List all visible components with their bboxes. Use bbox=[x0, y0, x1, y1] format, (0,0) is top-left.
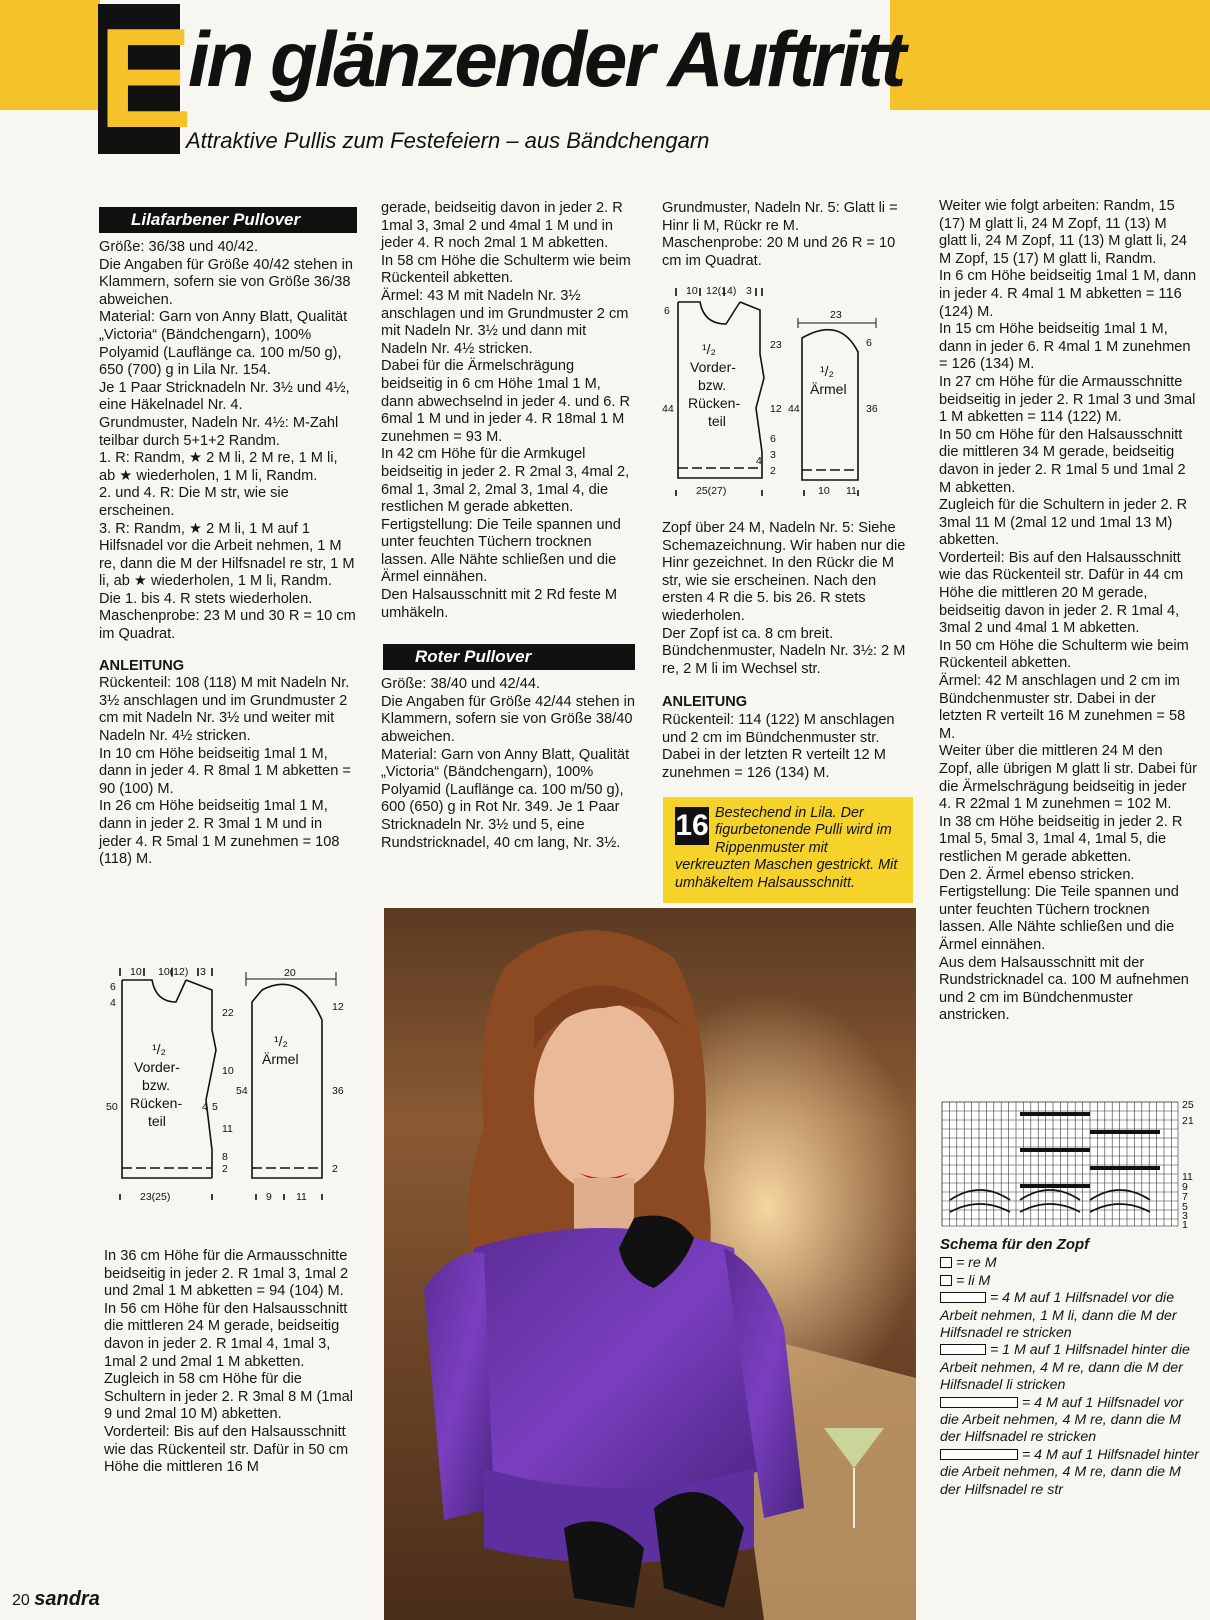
text: Rückenteil: 114 (122) M anschlagen und 2 cm im Bündchenmuster str. Dabei in der letzten R verteilt 12 M zunehmen = 126 (134) M. bbox=[662, 711, 895, 781]
text: Ärmel: 43 M mit Nadeln Nr. 3½ anschlagen und im Grundmuster 2 cm mit Nadeln Nr. 3½ und dann mit Nadeln Nr. 4½ stricken. bbox=[381, 287, 629, 357]
dim-label: 11 bbox=[222, 1123, 233, 1135]
text: Fertigstellung: Die Teile spannen und unter feuchten Tüchern trocknen lassen. Alle Nähte schließen und die Ärmel einnähen. bbox=[381, 516, 621, 586]
text: Größe: 36/38 und 40/42. bbox=[99, 239, 259, 255]
section-bar-rot: Roter Pullover bbox=[383, 644, 635, 670]
text: Zugleich für die Schultern in jeder 2. R 3mal 11 M (2mal 12 und 1mal 13 M) abketten. bbox=[939, 497, 1188, 549]
dim-label: 23 bbox=[830, 309, 842, 321]
dim-label: 11 bbox=[296, 1191, 307, 1203]
text: Der Zopf ist ca. 8 cm breit. bbox=[662, 625, 834, 642]
column-1-top bbox=[99, 207, 357, 869]
dim-label: 23 bbox=[770, 339, 782, 351]
cable-back-icon bbox=[940, 1344, 986, 1355]
text: Fertigstellung: Die Teile spannen und unter feuchten Tüchern trocknen lassen. Alle Nähte schließen und die Ärmel einnähen. bbox=[939, 884, 1179, 953]
piece-label: bzw. bbox=[142, 1077, 171, 1093]
legend-item: = 4 M auf 1 Hilfsnadel vor die Arbeit nehmen, 1 M li, dann die M der Hilfsnadel re stricken bbox=[940, 1290, 1177, 1342]
row-label: 5 bbox=[1182, 1201, 1188, 1213]
subheading: ANLEITUNG bbox=[99, 657, 185, 674]
text: Dabei für die Ärmelschrägung beidseitig in 6 cm Höhe 1mal 1 M, dann abwechselnd in jeder 4. und 6. R 6mal 1 M und in jeder 4. R 18mal 1 M zunehmen = 93 M. bbox=[381, 358, 631, 445]
dim-label: 6 bbox=[110, 981, 116, 993]
page-footer bbox=[12, 1588, 100, 1611]
piece-label: Vorder- bbox=[690, 359, 736, 375]
text: Rückenteil: 108 (118) M mit Nadeln Nr. 3½ anschlagen und im Grundmuster 2 cm mit Nadeln Nr. 3½ und weiter mit Nadeln Nr. 4½ stricken. bbox=[99, 675, 350, 745]
dim-label: 3 bbox=[770, 449, 776, 461]
text: Weiter über die mittleren 24 M den Zopf, alle übrigen M glatt li str. Dabei für die Ärmelschrägung beidseitig in jeder 4. R 22mal 1 M zunehmen = 102 M. bbox=[939, 743, 1197, 813]
caption-box bbox=[663, 797, 913, 903]
text: Maschenprobe: 20 M und 26 R = 10 cm im Quadrat. bbox=[662, 235, 896, 269]
dim-label: 50 bbox=[106, 1101, 118, 1113]
piece-label: ¹/₂ bbox=[702, 341, 716, 357]
dim-label: 12 bbox=[332, 1001, 344, 1013]
zopf-schema-chart bbox=[940, 1100, 1202, 1230]
column-3-bottom bbox=[662, 520, 914, 782]
text: Den Halsausschnitt mit 2 Rd feste M umhäkeln. bbox=[381, 587, 618, 621]
subline: Attraktive Pullis zum Festefeiern – aus Bändchengarn bbox=[186, 128, 710, 153]
row-label: 7 bbox=[1182, 1191, 1188, 1203]
text: 1. R: Randm, ★ 2 M li, 2 M re, 1 M li, ab ★ wiederholen, 1 M li, Randm. bbox=[99, 450, 338, 484]
text: Vorderteil: Bis auf den Halsausschnitt wie das Rückenteil str. Dafür in 44 cm Höhe die mittleren 20 M gerade, beidseitig davon in jeder 2. R 1mal 4, 3mal 2 und 4mal 1 M abketten. bbox=[939, 549, 1184, 637]
dim-label: 11 bbox=[846, 485, 857, 497]
text: Größe: 38/40 und 42/44. bbox=[381, 676, 541, 693]
schnitt-diagram-lila bbox=[100, 960, 360, 1214]
row-label: 11 bbox=[1182, 1171, 1193, 1183]
dim-label: 36 bbox=[332, 1085, 344, 1097]
dim-label: 2 bbox=[222, 1163, 228, 1175]
piece-label: ¹/₂ bbox=[152, 1041, 166, 1057]
dim-label: 4 bbox=[756, 455, 762, 467]
dim-label: 10 bbox=[130, 966, 142, 978]
piece-label: ¹/₂ bbox=[820, 363, 834, 379]
text: 2. und 4. R: Die M str, wie sie erscheinen. bbox=[99, 485, 289, 519]
dim-label: 36 bbox=[866, 403, 878, 415]
piece-label: ¹/₂ bbox=[274, 1033, 288, 1049]
row-label: 3 bbox=[1182, 1210, 1188, 1222]
dim-label: 4 bbox=[202, 1101, 208, 1113]
text: Material: Garn von Anny Blatt, Qualität „Victoria“ (Bändchengarn), 100% Polyamid (Lauflänge ca. 100 m/50 g), 600 (650) g in Rot Nr. 349. Je 1 Paar Stricknadeln Nr. 3½ und 5, eine Rundstricknadel, 40 cm lang, Nr. 3½. bbox=[381, 746, 630, 851]
column-1-bottom bbox=[104, 1248, 360, 1477]
row-label: 21 bbox=[1182, 1115, 1194, 1127]
legend-item: = 4 M auf 1 Hilfsnadel hinter die Arbeit nehmen, 4 M re, dann die M der Hilfsnadel re str bbox=[940, 1446, 1199, 1498]
text: gerade, beidseitig davon in jeder 2. R 1mal 3, 3mal 2 und 4mal 1 M und in jeder 4. R noch 2mal 1 M abketten. bbox=[381, 200, 623, 252]
model-photo bbox=[384, 908, 916, 1620]
text: Die Angaben für Größe 42/44 stehen in Klammern, sofern sie von Größe 38/40 abweichen. bbox=[381, 693, 635, 746]
text: Grundmuster, Nadeln Nr. 4½: M-Zahl teilbar durch 5+1+2 Randm. bbox=[99, 414, 339, 449]
text: In 15 cm Höhe beidseitig 1mal 1 M, dann in jeder 6. R 4mal 1 M zunehmen = 126 (134) M. bbox=[939, 321, 1191, 373]
text: Grundmuster, Nadeln Nr. 5: Glatt li = Hinr li M, Rückr re M. bbox=[662, 200, 898, 234]
text: Zugleich in 58 cm Höhe für die Schultern in jeder 2. R 3mal 8 M (1mal 9 und 2mal 10 M) abketten. bbox=[104, 1371, 354, 1423]
dim-label: 5 bbox=[212, 1101, 218, 1113]
legend-item: = re M bbox=[940, 1255, 1202, 1272]
headline: in glänzender Auftritt bbox=[188, 15, 904, 103]
piece-label: Ärmel bbox=[810, 381, 847, 397]
caption-text: Bestechend in Lila. Der figurbetonende Pulli wird im Rippenmuster mit verkreuzten Maschen gestrickt. Mit umhäkeltem Halsausschnitt. bbox=[675, 805, 898, 891]
section-bar-lila: Lilafarbener Pullover bbox=[99, 207, 357, 233]
dim-label: 44 bbox=[788, 403, 800, 415]
text: Je 1 Paar Stricknadeln Nr. 3½ und 4½, eine Häkelnadel Nr. 4. bbox=[99, 379, 350, 414]
row-label: 25 bbox=[1182, 1100, 1194, 1111]
cable-back-knit-icon bbox=[940, 1449, 1018, 1460]
piece-label: bzw. bbox=[698, 377, 727, 393]
text: In 56 cm Höhe für den Halsausschnitt die mittleren 24 M gerade, beidseitig davon in jeder 2. R 1mal 4, 1mal 3, 1mal 2 und 2mal 1 M abketten. bbox=[104, 1300, 348, 1370]
dim-label: 2 bbox=[770, 465, 776, 477]
dim-label: 4 bbox=[110, 997, 116, 1009]
schnitt-diagram-rot bbox=[660, 282, 910, 506]
dim-label: 6 bbox=[770, 433, 776, 445]
dim-label: 10 bbox=[222, 1065, 234, 1077]
dim-label: 10 bbox=[818, 485, 830, 497]
row-label: 1 bbox=[1182, 1219, 1188, 1230]
legend-title: Schema für den Zopf bbox=[940, 1236, 1090, 1253]
dim-label: 6 bbox=[664, 305, 670, 317]
dim-label: 54 bbox=[236, 1085, 248, 1097]
dim-label: 3 bbox=[746, 285, 752, 297]
dim-label: 10(12) bbox=[158, 966, 189, 978]
text: Bündchenmuster, Nadeln Nr. 3½: 2 M re, 2 M li im Wechsel str. bbox=[662, 643, 906, 677]
legend-item: = li M bbox=[940, 1273, 1202, 1290]
text: Material: Garn von Anny Blatt, Qualität „Victoria“ (Bändchengarn), 100% Polyamid (Lauflänge ca. 100 m/50 g), 650 (700) g in Lila Nr. 154. bbox=[99, 309, 348, 379]
page-number: 20 bbox=[12, 1592, 30, 1609]
purl-stitch-icon bbox=[940, 1275, 952, 1286]
dim-label: 6 bbox=[866, 337, 872, 349]
zopf-legend bbox=[940, 1236, 1202, 1499]
brand-logo: sandra bbox=[34, 1588, 100, 1610]
subheading: ANLEITUNG bbox=[662, 694, 748, 711]
text: Die Angaben für Größe 40/42 stehen in Klammern, sofern sie von Größe 36/38 abweichen. bbox=[99, 256, 353, 308]
knit-stitch-icon bbox=[940, 1257, 952, 1268]
piece-label: Rücken- bbox=[688, 395, 741, 411]
text: In 50 cm Höhe die Schulterm wie beim Rückenteil abketten. bbox=[939, 637, 1189, 672]
dim-label: 9 bbox=[266, 1191, 272, 1203]
piece-label: teil bbox=[708, 413, 726, 429]
text: 3. R: Randm, ★ 2 M li, 1 M auf 1 Hilfsnadel vor die Arbeit nehmen, 1 M re, dann die M der Hilfsnadel re str, 1 M li, ab ★ wiederholen, 1 M li, Randm. bbox=[99, 520, 355, 590]
text: In 6 cm Höhe beidseitig 1mal 1 M, dann in jeder 4. R 4mal 1 M abketten = 116 (124) M. bbox=[939, 268, 1197, 320]
piece-label: Rücken- bbox=[130, 1095, 183, 1111]
row-label: 9 bbox=[1182, 1181, 1188, 1193]
text: In 27 cm Höhe für die Armausschnitte beidseitig in jeder 2. R 1mal 3 und 3mal 1 M abketten = 114 (122) M. bbox=[939, 373, 1196, 426]
caption-number: 16 bbox=[675, 807, 709, 845]
text: In 36 cm Höhe für die Armausschnitte beidseitig in jeder 2. R 1mal 3, 1mal 2 und 2mal 1 M abketten = 94 (104) M. bbox=[104, 1248, 349, 1300]
dim-label: 44 bbox=[662, 403, 674, 415]
text: In 26 cm Höhe beidseitig 1mal 1 M, dann in jeder 2. R 3mal 1 M und in jeder 4. R 5mal 1 M zunehmen = 108 (118) M. bbox=[99, 798, 340, 868]
column-3-top bbox=[662, 200, 914, 270]
dim-label: 25(27) bbox=[696, 485, 727, 497]
dim-label: 3 bbox=[200, 966, 206, 978]
dim-label: 8 bbox=[222, 1151, 228, 1163]
dim-label: 20 bbox=[284, 967, 296, 979]
piece-label: Ärmel bbox=[262, 1051, 299, 1067]
text: Aus dem Halsausschnitt mit der Rundstricknadel ca. 100 M aufnehmen und 2 cm im Bündchenmuster anstricken. bbox=[939, 954, 1189, 1024]
cable-front-icon bbox=[940, 1292, 986, 1303]
text: Zopf über 24 M, Nadeln Nr. 5: Siehe Schemazeichnung. Wir haben nur die Hinr gezeichnet. In den Rückr die M str, wie sie erscheinen. Nach den ersten 4 R die 5. bis 26. R stets wiederholen. bbox=[662, 520, 906, 624]
column-2 bbox=[381, 200, 635, 852]
piece-label: teil bbox=[148, 1113, 166, 1129]
headline-initial: E bbox=[98, 0, 193, 158]
dim-label: 23(25) bbox=[140, 1191, 171, 1203]
dim-label: 10 bbox=[686, 285, 698, 297]
text: Den 2. Ärmel ebenso stricken. bbox=[939, 866, 1135, 883]
text: Weiter wie folgt arbeiten: Randm, 15 (17) M glatt li, 24 M Zopf, 11 (13) M glatt li, 24 M Zopf, 11 (13) M glatt li, 24 M Zopf, 15 (17) M glatt li, Randm. bbox=[939, 198, 1187, 267]
text: In 50 cm Höhe für den Halsausschnitt die mittleren 34 M gerade, beidseitig davon in jeder 2. R 1mal 5 und 1mal 2 M abketten. bbox=[939, 426, 1186, 496]
text: In 10 cm Höhe beidseitig 1mal 1 M, dann in jeder 4. R 8mal 1 M abketten = 90 (100) M. bbox=[99, 745, 351, 797]
text: Die 1. bis 4. R stets wiederholen. bbox=[99, 590, 313, 607]
legend-item: = 1 M auf 1 Hilfsnadel hinter die Arbeit nehmen, 4 M re, dann die M der Hilfsnadel li stricken bbox=[940, 1342, 1190, 1394]
dim-label: 2 bbox=[332, 1163, 338, 1175]
text: Vorderteil: Bis auf den Halsausschnitt wie das Rückenteil str. Dafür in 50 cm Höhe die mittleren 16 M bbox=[104, 1423, 349, 1476]
piece-label: Vorder- bbox=[134, 1059, 180, 1075]
dim-label: 12(14) bbox=[706, 285, 737, 297]
legend-item: = 4 M auf 1 Hilfsnadel vor die Arbeit nehmen, 4 M re, dann die M der Hilfsnadel re stricken bbox=[940, 1394, 1184, 1446]
dim-label: 12 bbox=[770, 403, 782, 415]
text: Maschenprobe: 23 M und 30 R = 10 cm im Quadrat. bbox=[99, 608, 356, 643]
text: Ärmel: 42 M anschlagen und 2 cm im Bündchenmuster str. Dabei in der letzten R verteilt 16 M zunehmen = 58 M. bbox=[939, 673, 1186, 742]
cable-front-knit-icon bbox=[940, 1397, 1018, 1408]
text: In 58 cm Höhe die Schulterm wie beim Rückenteil abketten. bbox=[381, 252, 631, 287]
dim-label: 22 bbox=[222, 1007, 234, 1019]
text: In 38 cm Höhe beidseitig in jeder 2. R 1mal 5, 5mal 3, 1mal 4, 1mal 5, die restlichen M gerade abketten. bbox=[939, 813, 1183, 865]
column-4 bbox=[939, 198, 1197, 1025]
text: In 42 cm Höhe für die Armkugel beidseitig in jeder 2. R 2mal 3, 4mal 2, 6mal 1, 3mal 2, 2mal 3, 1mal 4, die restlichen M gerade abketten. bbox=[381, 446, 630, 516]
